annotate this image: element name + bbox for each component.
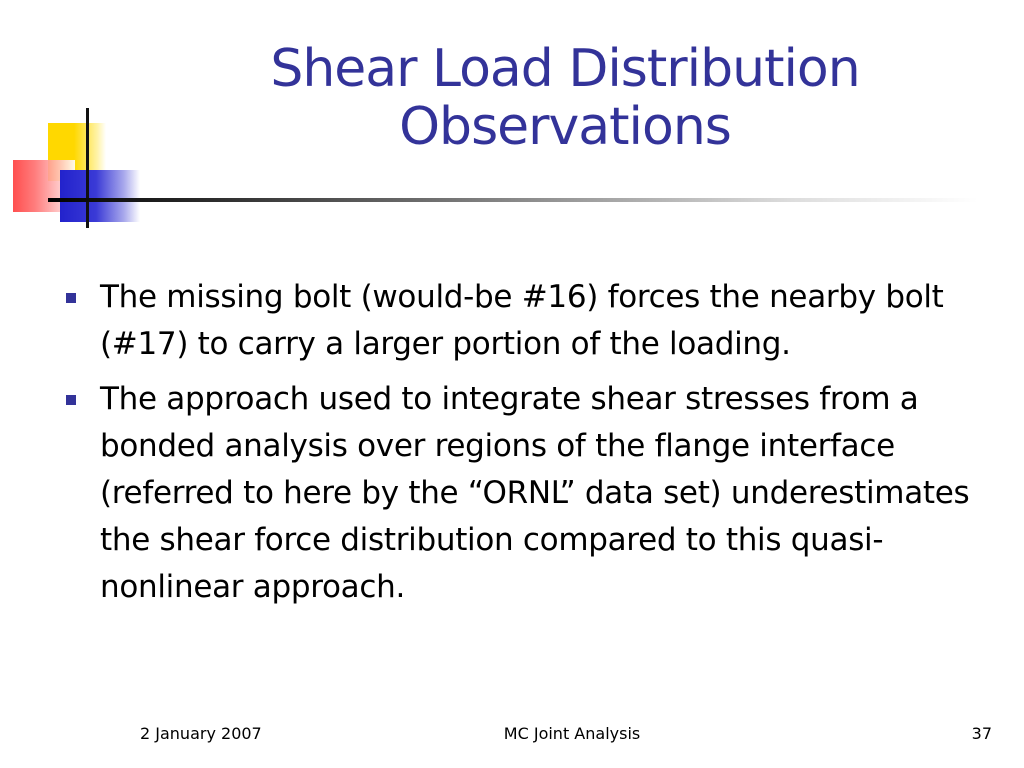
slide-title (150, 40, 980, 156)
decorative-blue-square (60, 170, 140, 222)
bullet-list (60, 274, 990, 619)
bullet-text: The approach used to integrate shear stresses from a bonded analysis over regions of the flange interface (referred to here by the “ORNL” data set) underestimates the shear force distribution compared to this quasi-nonlinear approach. (100, 381, 970, 605)
footer-date: 2 January 2007 (140, 724, 262, 743)
footer-title: MC Joint Analysis (503, 724, 641, 743)
bullet-item (60, 274, 990, 368)
decorative-vertical-line (86, 108, 89, 228)
bullet-item (60, 376, 990, 611)
square-bullet-icon (66, 293, 76, 303)
bullet-text: The missing bolt (would-be #16) forces the nearby bolt (#17) to carry a larger portion of the loading. (100, 279, 944, 362)
square-bullet-icon (66, 395, 76, 405)
slide-number: 37 (971, 724, 992, 743)
slide-title-line-2: Observations (399, 97, 731, 157)
title-underline (48, 198, 978, 202)
slide-title-line-1: Shear Load Distribution (270, 39, 860, 99)
